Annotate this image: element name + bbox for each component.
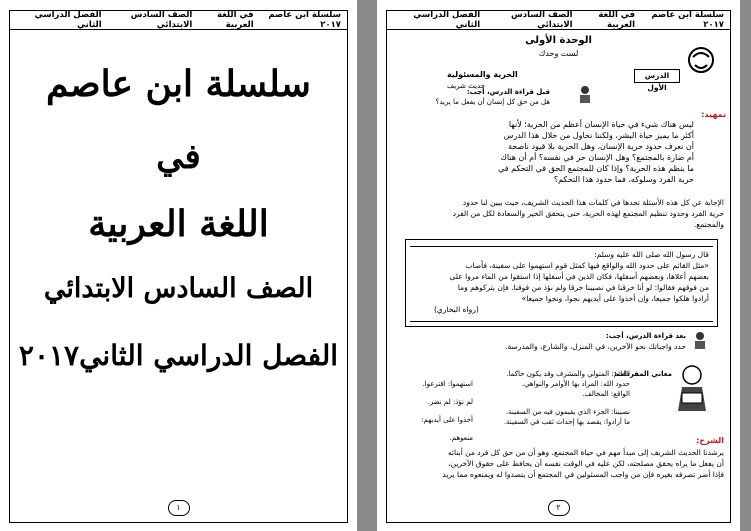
explain-label: الشرح: <box>696 436 724 445</box>
after-question: حدد واجباتك نحو الآخرين، في المنزل، والشارع، والمدرسة. <box>505 342 686 351</box>
header-subject: في اللغة العربية <box>598 10 636 30</box>
cover-title-term: الفصل الدراسي الثاني٢٠١٧ <box>18 339 339 372</box>
intro-text: ليس هناك شيء في حياة الإنسان أعظم من الحرية؛ لأنها أكثر ما يميز حياة البشر، ولكننا نحاول من خلال هذا الدرس أن نعرف حدود حرية الإنسان، وهل الحرية بلا قيود ناصحة أم ضارة بالمجتمع؟ وهل الإنسان حر في نفسه؟ أم أن هناك ما ينظم هذه الحرية؟ وإذا كان للمجتمع الحق في التحكم في حرية الفرد وسلوكه، فما حدود هذا التحكم؟ <box>498 120 694 184</box>
hadith-source: (رواه البخاري) <box>434 305 479 314</box>
header-series: سلسلة ابن عاصم ٢٠١٧ <box>268 10 341 30</box>
pre-question: هل من حق كل إنسان أن يفعل ما يريد؟ <box>435 98 550 106</box>
lesson-header <box>387 11 730 30</box>
cover-frame <box>9 10 348 523</box>
cover-title-series: سلسلة ابن عاصم <box>46 63 311 105</box>
page-number: ٢ <box>548 500 570 516</box>
cover-title-subject: اللغة العربية <box>88 203 269 245</box>
unit-subtitle: لست وحدك <box>538 49 579 58</box>
page-number: ١ <box>168 500 190 516</box>
student-avatar-icon <box>577 85 593 103</box>
header-grade: الصف السادس الابتدائي <box>510 10 573 30</box>
hadith-text: قال رسول الله صلى الله عليه وسلم: «مثل القائم على حدود الله والواقع فيها كمثل قوم استهموا على سفينة، فأصاب بعضهم أعلاها، وبعضهم أسفلها، فكان الذين في أسفلها إذا استقوا من الماء مروا على من فوقهم فقالوا: لو أنا خرقنا في نصيبنا خرقا ولم نؤذ من فوقنا. فإن يتركوهم وما أرادوا هلكوا جميعا، وإن أخذوا على أيديهم نجوا، ونجوا جميعا» (رواه البخاري) <box>414 249 709 315</box>
intro-label: تمهيد: <box>701 110 726 119</box>
vocab-label: معاني المفردات: <box>614 370 672 378</box>
header-term: الفصل الدراسي الثاني <box>34 10 102 30</box>
header-term: الفصل الدراسي الثاني <box>413 10 481 30</box>
cover-header <box>10 11 347 30</box>
pre-question-label: قبل قراءة الدرس، أجب: <box>466 88 550 96</box>
student-avatar-icon <box>692 331 708 349</box>
after-question-label: بعد قراءة الدرس، أجب: <box>605 332 686 340</box>
answer-text: الإجابة عن كل هذه الأسئلة تجدها في كلمات هذا الحديث الشريف، حيث يبين لنا حدود حرية الفرد وحدود تنظيم المجتمع لهذه الحرية، حتى يتحقق الخير والسعادة لكل من الفرد والمجتمع. <box>452 198 724 229</box>
hadith-inner <box>410 246 713 322</box>
header-subject: في اللغة العربية <box>216 10 254 30</box>
header-grade: الصف السادس الابتدائي <box>130 10 193 30</box>
header-series: سلسلة ابن عاصم ٢٠١٧ <box>651 10 724 30</box>
lesson-page <box>377 0 740 531</box>
explain-text: يرشدنا الحديث الشريف إلى مبدأ مهم في حياة المجتمع، وهو أن من حق كل فرد من أبنائه أن يفعل ما يراه يحقق مصلحته، لكن عليه في الوقت نفسه أن يحافظ على حقوق الآخرين، فإذا أضر تصرفه بغيره فإن من واجب المسئولين في المجتمع أن يتصدوا له ويمنعوه مما يريد <box>442 448 724 479</box>
reading-boy-illustration-icon <box>672 363 712 413</box>
lesson-illustration-icon <box>686 45 716 75</box>
lesson-frame <box>386 10 731 523</box>
vocab-list: القائم: المتولي والمشرف وقد يكون حاكما. حدود الله: المراد بها الأوامر والنواهي. الواقع: المخالف. نصيبنا: الجزء الذي يقيمون فيه من السفينة. ما أرادوا: يقصد بها إحداث ثقب في السفينة. <box>503 370 630 426</box>
cover-title-grade: الصف السادس الابتدائي <box>43 273 314 304</box>
hadith-box <box>405 239 718 327</box>
lesson-title: الحرية والمسئولية <box>447 70 518 79</box>
vocab-side-list: استهموا: اقترعوا. لم نؤذ: لم نضر. أخذوا على أيديهم: منعوهم. <box>421 380 473 442</box>
cover-page <box>0 0 357 531</box>
lesson-badge: الدرس الأول <box>634 69 680 83</box>
cover-title-in: في <box>156 137 201 177</box>
lesson-kind: حديث شريف <box>447 82 485 90</box>
unit-title: الوحدة الأولى <box>525 35 592 46</box>
